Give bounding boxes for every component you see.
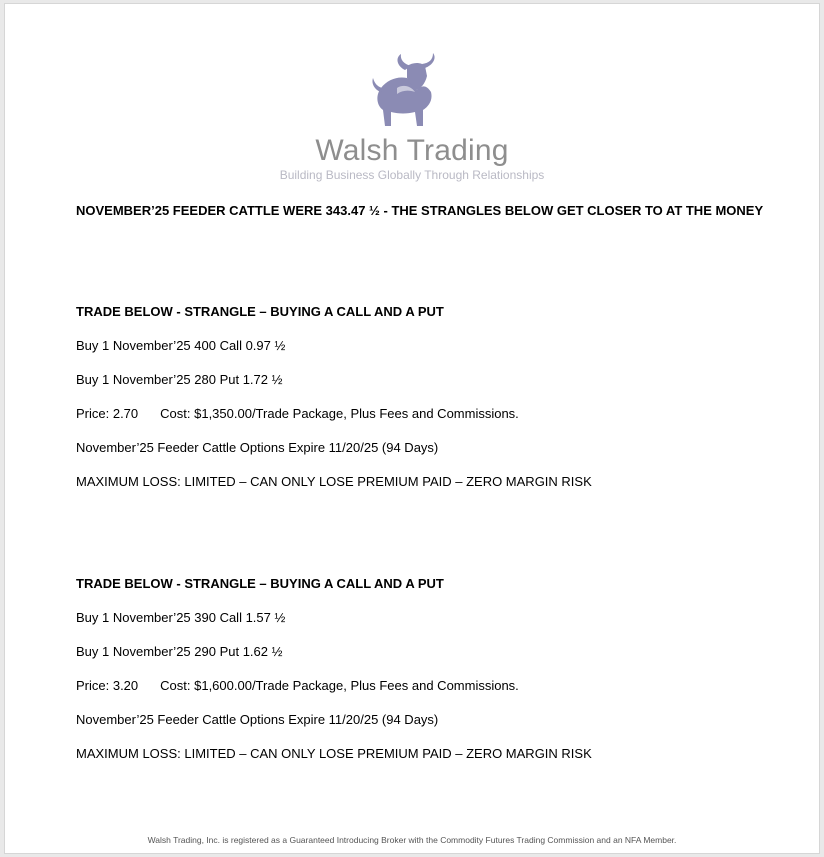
headline: NOVEMBER’25 FEEDER CATTLE WERE 343.47 ½ - THE STRANGLES BELOW GET CLOSER TO AT THE MONEY	[76, 203, 764, 218]
trade-1-price-line	[76, 406, 519, 422]
trade-2-call-leg: Buy 1 November’25 390 Call 1.57 ½	[76, 610, 286, 625]
trade-2-price: Price: 3.20	[76, 678, 139, 693]
company-logo	[5, 4, 819, 194]
trade-1-heading: TRADE BELOW - STRANGLE – BUYING A CALL AND A PUT	[76, 304, 444, 319]
document-page	[5, 4, 819, 853]
trade-1-max-loss: MAXIMUM LOSS: LIMITED – CAN ONLY LOSE PREMIUM PAID – ZERO MARGIN RISK	[76, 474, 592, 489]
brand-name: Walsh Trading	[315, 134, 509, 167]
trade-2-cost: Cost: $1,600.00/Trade Package, Plus Fees and Commissions.	[160, 678, 519, 693]
trade-1-price: Price: 2.70	[76, 406, 139, 421]
trade-2-put-leg: Buy 1 November’25 290 Put 1.62 ½	[76, 644, 283, 659]
trade-2-heading: TRADE BELOW - STRANGLE – BUYING A CALL AND A PUT	[76, 576, 444, 591]
regulatory-footer: Walsh Trading, Inc. is registered as a Guaranteed Introducing Broker with the Commodity Futures Trading Commission and an NFA Member.	[147, 835, 677, 845]
brand-tagline: Building Business Globally Through Relationships	[279, 168, 545, 182]
trade-1-cost: Cost: $1,350.00/Trade Package, Plus Fees and Commissions.	[160, 406, 519, 421]
trade-2-max-loss: MAXIMUM LOSS: LIMITED – CAN ONLY LOSE PREMIUM PAID – ZERO MARGIN RISK	[76, 746, 592, 761]
trade-1-expiry: November’25 Feeder Cattle Options Expire 11/20/25 (94 Days)	[76, 440, 439, 455]
bull-icon	[367, 52, 459, 132]
trade-1-call-leg: Buy 1 November’25 400 Call 0.97 ½	[76, 338, 286, 353]
trade-1-put-leg: Buy 1 November’25 280 Put 1.72 ½	[76, 372, 283, 387]
trade-2-expiry: November’25 Feeder Cattle Options Expire 11/20/25 (94 Days)	[76, 712, 439, 727]
trade-2-price-line	[76, 678, 519, 694]
